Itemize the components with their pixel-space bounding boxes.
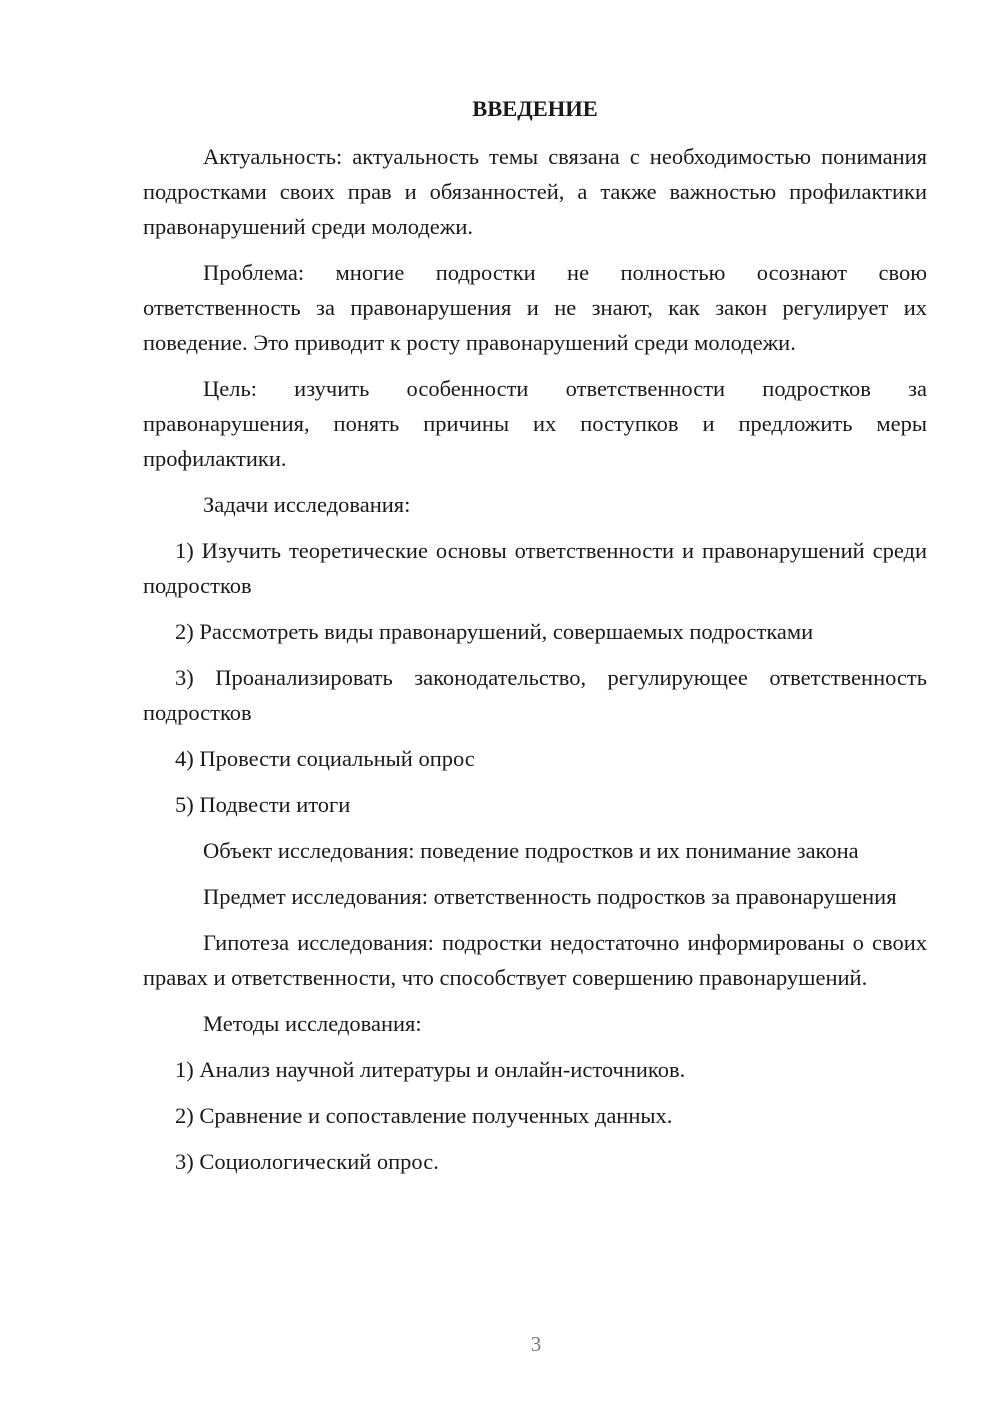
task-item-3: 3) Проанализировать законодательство, регулирующее ответственность подростков (143, 665, 927, 725)
method-item-3: 3) Социологический опрос. (175, 1149, 439, 1174)
method-item-2: 2) Сравнение и сопоставление полученных данных. (175, 1103, 673, 1128)
section-title: ВВЕДЕНИЕ (472, 96, 598, 121)
methods-heading: Методы исследования: (203, 1011, 422, 1036)
task-item-2: 2) Рассмотреть виды правонарушений, совершаемых подростками (175, 619, 814, 644)
task-item-5: 5) Подвести итоги (175, 792, 351, 817)
method-item-1: 1) Анализ научной литературы и онлайн-источников. (175, 1057, 686, 1082)
subject-paragraph: Предмет исследования: ответственность подростков за правонарушения (203, 884, 897, 909)
problem-paragraph: Проблема: многие подростки не полностью осознают свою ответственность за правонарушения и не знают, как закон регулирует их поведение. Это приводит к росту правонарушений среди молодежи. (143, 260, 927, 355)
task-item-4: 4) Провести социальный опрос (175, 746, 475, 771)
goal-paragraph: Цель: изучить особенности ответственности подростков за правонарушения, понять причины их поступков и предложить меры профилактики. (143, 376, 927, 471)
tasks-heading: Задачи исследования: (203, 492, 411, 517)
page-number: 3 (530, 1332, 542, 1356)
relevance-paragraph: Актуальность: актуальность темы связана с необходимостью понимания подростками своих прав и обязанностей, а также важностью профилактики правонарушений среди молодежи. (143, 144, 927, 239)
hypothesis-paragraph: Гипотеза исследования: подростки недостаточно информированы о своих правах и ответственности, что способствует совершению правонарушений. (143, 930, 927, 990)
task-item-1: 1) Изучить теоретические основы ответственности и правонарушений среди подростков (143, 538, 927, 598)
document-body (143, 94, 927, 1190)
object-paragraph: Объект исследования: поведение подростков и их понимание закона (203, 838, 859, 863)
